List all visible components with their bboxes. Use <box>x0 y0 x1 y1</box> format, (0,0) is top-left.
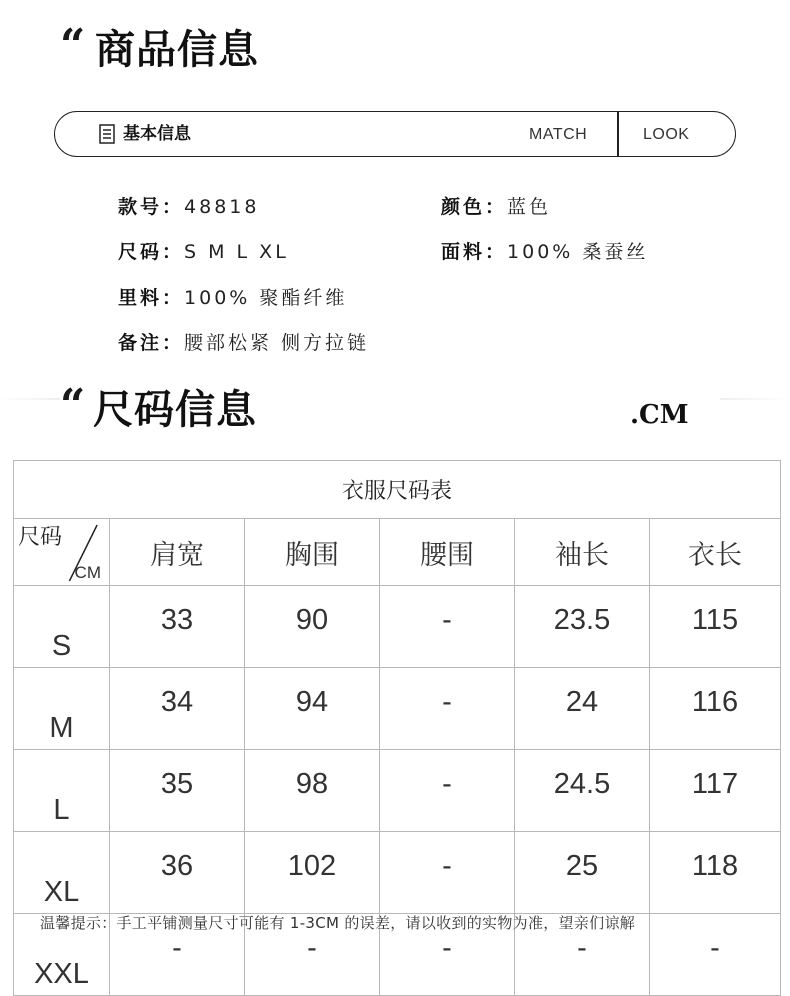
header-bust: 胸围 <box>245 519 380 586</box>
value-cell: 24.5 <box>515 750 650 832</box>
header-waist: 腰围 <box>380 519 515 586</box>
table-row <box>14 586 781 668</box>
match-label: MATCH <box>529 126 588 143</box>
divider-line-left <box>0 398 60 400</box>
info-key: 颜色： <box>441 196 508 218</box>
value-cell: - <box>380 750 515 832</box>
corner-unit-label: CM <box>74 563 101 582</box>
table-caption: 衣服尺码表 <box>14 461 781 519</box>
value-cell: 35 <box>110 750 245 832</box>
info-value: S M L XL <box>184 241 289 263</box>
value-cell: 23.5 <box>515 586 650 668</box>
value-cell: 118 <box>650 832 781 914</box>
value-cell: 116 <box>650 668 781 750</box>
product-info-title: 商品信息 <box>95 26 259 73</box>
info-key: 面料： <box>441 241 508 263</box>
divider-line-right <box>720 398 790 400</box>
size-cell: S <box>14 586 110 668</box>
value-cell: - <box>245 914 380 996</box>
info-sizes <box>118 240 289 264</box>
header-shoulder: 肩宽 <box>110 519 245 586</box>
table-corner-cell <box>14 519 110 586</box>
value-cell: - <box>515 914 650 996</box>
size-cell: XXL <box>14 914 110 996</box>
unit-label: .CM <box>630 400 689 430</box>
info-note <box>118 331 369 355</box>
basic-info-label: 基本信息 <box>123 124 191 144</box>
info-value: 100% 桑蚕丝 <box>507 241 649 263</box>
value-cell: 90 <box>245 586 380 668</box>
info-value: 48818 <box>184 196 260 218</box>
info-value: 100% 聚酯纤维 <box>184 287 348 309</box>
value-cell: 36 <box>110 832 245 914</box>
value-cell: - <box>380 668 515 750</box>
basic-info-bar <box>54 111 736 157</box>
value-cell: - <box>650 914 781 996</box>
size-cell: XL <box>14 832 110 914</box>
value-cell: 98 <box>245 750 380 832</box>
value-cell: 24 <box>515 668 650 750</box>
size-cell: L <box>14 750 110 832</box>
size-cell: M <box>14 668 110 750</box>
info-key: 里料： <box>118 287 185 309</box>
value-cell: 25 <box>515 832 650 914</box>
document-list-icon <box>99 124 115 144</box>
info-style-no <box>118 195 259 219</box>
info-key: 尺码： <box>118 241 185 263</box>
value-cell: 34 <box>110 668 245 750</box>
info-lining <box>118 286 347 310</box>
info-value: 腰部松紧 侧方拉链 <box>184 332 370 354</box>
header-sleeve: 袖长 <box>515 519 650 586</box>
info-value: 蓝色 <box>507 196 552 218</box>
value-cell: 115 <box>650 586 781 668</box>
info-key: 备注： <box>118 332 185 354</box>
footnote: 温馨提示：手工平铺测量尺寸可能有 1-3CM 的误差，请以收到的实物为准，望亲们谅解 <box>40 914 636 932</box>
size-info-title: 尺码信息 <box>93 386 257 433</box>
table-row <box>14 668 781 750</box>
info-color <box>441 195 551 219</box>
info-key: 款号： <box>118 196 185 218</box>
value-cell: - <box>110 914 245 996</box>
quote-mark: “ <box>60 380 86 431</box>
info-fabric <box>441 240 648 264</box>
quote-mark: “ <box>60 20 86 71</box>
pill-divider <box>617 112 619 156</box>
value-cell: - <box>380 832 515 914</box>
table-row <box>14 750 781 832</box>
corner-size-label: 尺码 <box>18 525 63 550</box>
value-cell: - <box>380 586 515 668</box>
value-cell: - <box>380 914 515 996</box>
value-cell: 102 <box>245 832 380 914</box>
header-length: 衣长 <box>650 519 781 586</box>
look-label: LOOK <box>643 126 690 143</box>
table-row <box>14 832 781 914</box>
value-cell: 94 <box>245 668 380 750</box>
value-cell: 117 <box>650 750 781 832</box>
value-cell: 33 <box>110 586 245 668</box>
